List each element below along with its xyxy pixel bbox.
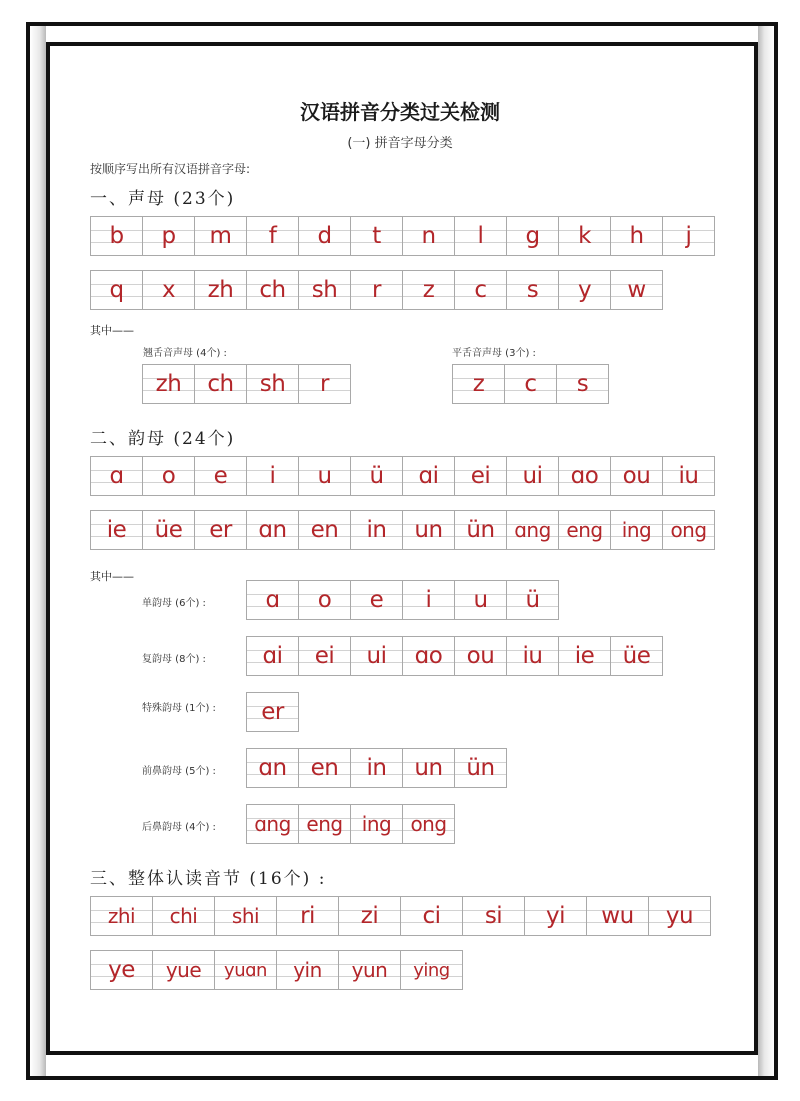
pinyin-text: en xyxy=(310,517,339,543)
pinyin-cell xyxy=(153,896,215,936)
pinyin-cell xyxy=(247,580,299,620)
pinyin-text: ui xyxy=(522,463,543,489)
pinyin-cell xyxy=(247,692,299,732)
pinyin-cell xyxy=(299,580,351,620)
pinyin-text: yue xyxy=(165,958,202,982)
pinyin-cell xyxy=(401,896,463,936)
pinyin-text: ch xyxy=(259,277,286,303)
pinyin-cell xyxy=(559,636,611,676)
pinyin-cell xyxy=(507,580,559,620)
pinyin-text: ie xyxy=(574,643,595,669)
pinyin-cell xyxy=(247,270,299,310)
pinyin-cell xyxy=(455,580,507,620)
initials-row-2 xyxy=(90,270,663,310)
pinyin-text: s xyxy=(576,371,589,397)
pinyin-cell xyxy=(663,216,715,256)
pinyin-text: si xyxy=(484,903,503,929)
pinyin-cell xyxy=(611,216,663,256)
pinyin-text: wu xyxy=(601,903,634,929)
pinyin-cell xyxy=(525,896,587,936)
pinyin-cell xyxy=(153,950,215,990)
pinyin-text: j xyxy=(685,223,692,249)
pinyin-text: ɑng xyxy=(254,812,291,836)
pinyin-cell xyxy=(611,456,663,496)
pinyin-text: ui xyxy=(366,643,387,669)
pinyin-cell xyxy=(143,270,195,310)
pinyin-cell xyxy=(455,636,507,676)
pinyin-cell xyxy=(143,510,195,550)
initials-row-1 xyxy=(90,216,715,256)
pinyin-text: ying xyxy=(413,959,450,981)
pinyin-text: yin xyxy=(293,958,322,982)
pinyin-cell xyxy=(507,216,559,256)
pinyin-text: ɑo xyxy=(414,643,443,669)
pinyin-cell xyxy=(649,896,711,936)
flat-tongue-row xyxy=(452,364,609,404)
pinyin-cell xyxy=(195,216,247,256)
pinyin-text: un xyxy=(414,517,443,543)
pinyin-text: er xyxy=(261,699,284,725)
pinyin-cell xyxy=(403,580,455,620)
pinyin-cell xyxy=(559,456,611,496)
pinyin-text: ye xyxy=(108,957,135,983)
page-title: 汉语拼音分类过关检测 xyxy=(300,100,500,124)
pinyin-cell xyxy=(299,456,351,496)
pinyin-text: e xyxy=(369,587,384,613)
pinyin-text: ün xyxy=(466,517,495,543)
pinyin-text: un xyxy=(414,755,443,781)
pinyin-text: l xyxy=(477,223,484,249)
pinyin-text: ri xyxy=(300,903,315,929)
pinyin-cell xyxy=(247,216,299,256)
pinyin-text: z xyxy=(472,371,485,397)
pinyin-cell xyxy=(91,456,143,496)
pinyin-cell xyxy=(455,456,507,496)
pinyin-text: yuɑn xyxy=(224,959,267,981)
pinyin-text: ɑn xyxy=(258,517,287,543)
pinyin-cell xyxy=(195,270,247,310)
pinyin-text: ün xyxy=(466,755,495,781)
pinyin-text: yun xyxy=(351,958,388,982)
pinyin-text: x xyxy=(161,277,176,303)
pinyin-text: er xyxy=(209,517,232,543)
section-syllables-heading: 三、整体认读音节 (16个) : xyxy=(90,869,327,889)
qizhong-label-2: 其中—— xyxy=(90,570,134,583)
pinyin-cell xyxy=(143,364,195,404)
pinyin-cell xyxy=(247,510,299,550)
pinyin-cell xyxy=(455,216,507,256)
pinyin-cell xyxy=(455,510,507,550)
back-nasal-row xyxy=(246,804,455,844)
pinyin-cell xyxy=(247,748,299,788)
pinyin-cell xyxy=(453,364,505,404)
pinyin-cell xyxy=(215,950,277,990)
pinyin-text: ü xyxy=(525,587,540,613)
back-nasal-label: 后鼻韵母 (4个) : xyxy=(142,822,216,833)
pinyin-cell xyxy=(507,456,559,496)
pinyin-text: ɑo xyxy=(570,463,599,489)
pinyin-cell xyxy=(91,896,153,936)
pinyin-text: zi xyxy=(360,903,379,929)
pinyin-cell xyxy=(351,216,403,256)
retroflex-row xyxy=(142,364,351,404)
pinyin-cell xyxy=(611,636,663,676)
pinyin-cell xyxy=(403,636,455,676)
pinyin-text: r xyxy=(372,277,381,303)
qizhong-label-1: 其中—— xyxy=(90,324,134,337)
pinyin-cell xyxy=(351,804,403,844)
pinyin-cell xyxy=(247,364,299,404)
frame-right-bevel xyxy=(758,22,778,1080)
pinyin-text: g xyxy=(525,223,540,249)
pinyin-text: ie xyxy=(106,517,127,543)
pinyin-text: o xyxy=(161,463,176,489)
instruction-text: 按顺序写出所有汉语拼音字母: xyxy=(90,162,251,176)
finals-row-2 xyxy=(90,510,715,550)
pinyin-text: ing xyxy=(361,812,392,836)
pinyin-cell xyxy=(463,896,525,936)
pinyin-cell xyxy=(143,216,195,256)
compound-finals-row xyxy=(246,636,663,676)
pinyin-text: e xyxy=(213,463,228,489)
pinyin-cell xyxy=(143,456,195,496)
front-nasal-label: 前鼻韵母 (5个) : xyxy=(142,766,216,777)
single-finals-label: 单韵母 (6个) : xyxy=(142,598,206,609)
pinyin-cell xyxy=(351,510,403,550)
pinyin-text: b xyxy=(109,223,124,249)
pinyin-text: m xyxy=(209,223,232,249)
pinyin-text: ɑ xyxy=(265,587,280,613)
pinyin-cell xyxy=(351,580,403,620)
pinyin-text: u xyxy=(473,587,488,613)
pinyin-cell xyxy=(663,510,715,550)
pinyin-text: eng xyxy=(566,518,603,542)
pinyin-text: ong xyxy=(410,812,447,836)
pinyin-cell xyxy=(339,896,401,936)
pinyin-text: c xyxy=(524,371,537,397)
pinyin-cell xyxy=(403,270,455,310)
pinyin-cell xyxy=(351,636,403,676)
pinyin-cell xyxy=(507,636,559,676)
pinyin-cell xyxy=(299,270,351,310)
pinyin-text: ɑng xyxy=(514,518,551,542)
pinyin-cell xyxy=(299,216,351,256)
pinyin-text: ɑi xyxy=(418,463,439,489)
pinyin-text: iu xyxy=(678,463,699,489)
pinyin-text: sh xyxy=(311,277,338,303)
pinyin-cell xyxy=(339,950,401,990)
pinyin-text: u xyxy=(317,463,332,489)
front-nasal-row xyxy=(246,748,507,788)
pinyin-cell xyxy=(277,950,339,990)
pinyin-cell xyxy=(557,364,609,404)
pinyin-cell xyxy=(559,510,611,550)
pinyin-text: ch xyxy=(207,371,234,397)
special-finals-label: 特殊韵母 (1个) : xyxy=(142,703,216,714)
pinyin-cell xyxy=(299,748,351,788)
pinyin-cell xyxy=(195,364,247,404)
pinyin-text: k xyxy=(578,223,591,249)
pinyin-text: r xyxy=(320,371,329,397)
pinyin-cell xyxy=(299,804,351,844)
pinyin-text: zh xyxy=(207,277,234,303)
syllables-row-1 xyxy=(90,896,711,936)
pinyin-cell xyxy=(611,510,663,550)
pinyin-text: o xyxy=(317,587,332,613)
pinyin-cell xyxy=(299,636,351,676)
special-finals-row xyxy=(246,692,299,732)
pinyin-text: shi xyxy=(231,904,260,928)
pinyin-text: eng xyxy=(306,812,343,836)
pinyin-text: ing xyxy=(621,518,652,542)
pinyin-cell xyxy=(401,950,463,990)
pinyin-text: in xyxy=(366,755,387,781)
pinyin-text: yi xyxy=(545,903,565,929)
pinyin-text: p xyxy=(161,223,176,249)
pinyin-cell xyxy=(299,364,351,404)
pinyin-cell xyxy=(403,456,455,496)
pinyin-text: chi xyxy=(169,904,198,928)
frame-left-bevel xyxy=(26,22,46,1080)
pinyin-text: zhi xyxy=(107,904,136,928)
pinyin-text: ei xyxy=(314,643,335,669)
pinyin-text: i xyxy=(425,587,432,613)
pinyin-text: c xyxy=(474,277,487,303)
frame-bottom-edge xyxy=(26,1076,778,1080)
pinyin-cell xyxy=(505,364,557,404)
pinyin-text: ɑn xyxy=(258,755,287,781)
pinyin-cell xyxy=(351,270,403,310)
pinyin-cell xyxy=(351,456,403,496)
pinyin-text: ɑi xyxy=(262,643,283,669)
pinyin-text: üe xyxy=(154,517,183,543)
pinyin-text: iu xyxy=(522,643,543,669)
section-initials-heading: 一、声母 (23个) xyxy=(90,189,236,209)
pinyin-cell xyxy=(247,804,299,844)
pinyin-text: d xyxy=(317,223,332,249)
pinyin-cell xyxy=(403,748,455,788)
pinyin-text: zh xyxy=(155,371,182,397)
single-finals-row xyxy=(246,580,559,620)
pinyin-cell xyxy=(455,270,507,310)
section-finals-heading: 二、韵母 (24个) xyxy=(90,429,236,449)
pinyin-text: t xyxy=(372,223,381,249)
pinyin-text: z xyxy=(422,277,435,303)
pinyin-cell xyxy=(403,804,455,844)
retroflex-label: 翘舌音声母 (4个) : xyxy=(143,348,227,359)
pinyin-text: ü xyxy=(369,463,384,489)
pinyin-text: w xyxy=(627,277,646,303)
syllables-row-2 xyxy=(90,950,463,990)
pinyin-text: n xyxy=(421,223,436,249)
pinyin-cell xyxy=(507,510,559,550)
pinyin-cell xyxy=(403,510,455,550)
pinyin-cell xyxy=(611,270,663,310)
pinyin-cell xyxy=(91,270,143,310)
pinyin-text: ci xyxy=(422,903,441,929)
pinyin-cell xyxy=(215,896,277,936)
pinyin-cell xyxy=(299,510,351,550)
pinyin-cell xyxy=(195,456,247,496)
pinyin-cell xyxy=(507,270,559,310)
pinyin-text: ou xyxy=(622,463,651,489)
frame-top-edge xyxy=(26,22,778,26)
pinyin-cell xyxy=(247,636,299,676)
pinyin-cell xyxy=(587,896,649,936)
pinyin-text: i xyxy=(269,463,276,489)
pinyin-text: h xyxy=(629,223,644,249)
pinyin-cell xyxy=(663,456,715,496)
pinyin-cell xyxy=(277,896,339,936)
pinyin-text: f xyxy=(268,223,277,249)
pinyin-text: ɑ xyxy=(109,463,124,489)
pinyin-text: s xyxy=(526,277,539,303)
pinyin-text: ei xyxy=(470,463,491,489)
pinyin-cell xyxy=(91,510,143,550)
pinyin-text: q xyxy=(109,277,124,303)
pinyin-text: en xyxy=(310,755,339,781)
pinyin-cell xyxy=(455,748,507,788)
pinyin-cell xyxy=(247,456,299,496)
pinyin-cell xyxy=(91,950,153,990)
compound-finals-label: 复韵母 (8个) : xyxy=(142,654,206,665)
pinyin-text: üe xyxy=(622,643,651,669)
pinyin-text: ou xyxy=(466,643,495,669)
pinyin-cell xyxy=(559,270,611,310)
pinyin-cell xyxy=(559,216,611,256)
pinyin-text: ong xyxy=(670,518,707,542)
pinyin-text: y xyxy=(577,277,592,303)
pinyin-cell xyxy=(195,510,247,550)
pinyin-text: yu xyxy=(665,903,694,929)
finals-row-1 xyxy=(90,456,715,496)
flat-tongue-label: 平舌音声母 (3个) : xyxy=(452,348,536,359)
page-subtitle: (一) 拼音字母分类 xyxy=(347,136,453,151)
pinyin-text: sh xyxy=(259,371,286,397)
pinyin-cell xyxy=(351,748,403,788)
pinyin-cell xyxy=(403,216,455,256)
pinyin-cell xyxy=(91,216,143,256)
pinyin-text: in xyxy=(366,517,387,543)
